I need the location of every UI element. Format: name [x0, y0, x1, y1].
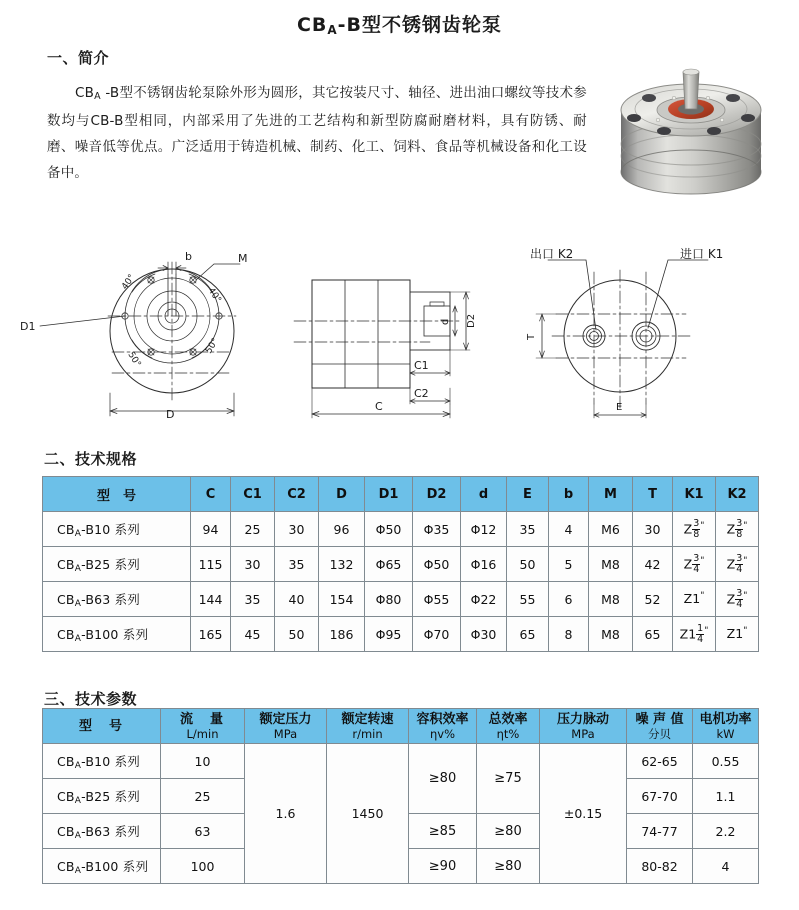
- table-row: [43, 512, 759, 547]
- spec-cell-d: Φ22: [461, 582, 507, 617]
- page-title: [0, 0, 799, 37]
- param-cell-motor-power: 2.2: [693, 814, 759, 849]
- param-cell-noise: 67-70: [627, 779, 693, 814]
- spec-cell-c: 144: [191, 582, 231, 617]
- spec-cell-k1: Z1 $\frac{1}{4}$ ": [673, 617, 716, 652]
- spec-col-c2: C2: [275, 477, 319, 512]
- spec-cell-d1: Φ50: [365, 512, 413, 547]
- param-cell-flow: 25: [161, 779, 245, 814]
- spec-cell-model: $CB_A-B25$ 系列: [43, 547, 191, 582]
- intro-paragraph: [47, 80, 587, 186]
- spec-cell-d1: Φ80: [365, 582, 413, 617]
- spec-cell-model: $CB_A-B10$ 系列: [43, 512, 191, 547]
- spec-cell-model: $CB_A-B100$ 系列: [43, 617, 191, 652]
- spec-cell-k2: Z $\frac{3}{4}$ ": [716, 547, 759, 582]
- param-col-rated-pressure: [245, 709, 327, 744]
- spec-cell-b: 8: [549, 617, 589, 652]
- spec-cell-k2: Z1": [716, 617, 759, 652]
- spec-cell-t: 65: [633, 617, 673, 652]
- spec-cell-d: Φ30: [461, 617, 507, 652]
- drawing-label-M: M: [238, 252, 248, 265]
- drawing-label-d: d: [440, 318, 451, 325]
- spec-cell-d: 96: [319, 512, 365, 547]
- param-col-rated-speed-sub: r/min: [352, 726, 383, 741]
- section-heading-parameters: 三、技术参数: [44, 690, 138, 708]
- param-col-flow-sub: L/min: [186, 726, 219, 741]
- drawing-label-b: b: [185, 250, 192, 263]
- spec-cell-b: 4: [549, 512, 589, 547]
- param-col-model-main: 型 号: [78, 718, 124, 734]
- drawing-label-D1: D1: [20, 320, 36, 333]
- param-col-total-efficiency-main: 总效率: [488, 711, 528, 727]
- param-col-noise-sub: 分贝: [648, 726, 671, 741]
- param-col-volumetric-efficiency-main: 容积效率: [416, 711, 469, 727]
- drawing-label-inlet-k1: 进口 K1: [680, 247, 724, 261]
- page-title-subscript: A: [327, 23, 338, 37]
- drawing-label-angle-40-right: 40°: [205, 286, 223, 305]
- param-table-header-row: [43, 709, 759, 744]
- param-cell-model: $CB_A-B100$ 系列: [43, 849, 161, 884]
- param-cell-volumetric-efficiency: ≥90: [409, 849, 477, 884]
- spec-cell-c1: 35: [231, 582, 275, 617]
- section-heading-intro: 一、简介: [47, 49, 110, 67]
- param-cell-total-efficiency: ≥80: [477, 814, 540, 849]
- spec-cell-m: M8: [589, 547, 633, 582]
- param-col-total-efficiency-sub: ηt%: [496, 726, 520, 741]
- spec-cell-d2: Φ50: [413, 547, 461, 582]
- param-cell-noise: 74-77: [627, 814, 693, 849]
- param-col-rated-pressure-sub: MPa: [273, 726, 298, 741]
- spec-cell-d: Φ16: [461, 547, 507, 582]
- drawing-label-D2: D2: [466, 313, 477, 328]
- param-col-motor-power: [693, 709, 759, 744]
- param-col-motor-power-main: 电机功率: [699, 711, 752, 727]
- spec-cell-e: 35: [507, 512, 549, 547]
- spec-cell-d: 132: [319, 547, 365, 582]
- spec-cell-c2: 30: [275, 512, 319, 547]
- table-row: [43, 582, 759, 617]
- intro-model-subscript: A: [94, 91, 101, 102]
- spec-col-e: E: [507, 477, 549, 512]
- spec-cell-d2: Φ35: [413, 512, 461, 547]
- param-col-rated-pressure-main: 额定压力: [259, 711, 312, 727]
- spec-col-d2: D2: [413, 477, 461, 512]
- intro-paragraph-body: -B型不锈钢齿轮泵除外形为圆形，其它按装尺寸、轴径、进出油口螺纹等技术参数均与CB-B型相同，内部采用了先进的工艺结构和新型防腐耐磨材料，具有防锈、耐磨、噪音低等优点。广泛适用于铸造机械、制药、化工、饲料、食品等机械设备和化工设备中。: [47, 85, 587, 181]
- spec-col-c: C: [191, 477, 231, 512]
- spec-cell-d: Φ12: [461, 512, 507, 547]
- spec-cell-b: 5: [549, 547, 589, 582]
- param-cell-flow: 10: [161, 744, 245, 779]
- spec-cell-d2: Φ55: [413, 582, 461, 617]
- param-col-noise: [627, 709, 693, 744]
- specifications-table: [42, 476, 759, 652]
- param-col-model: [43, 709, 161, 744]
- param-cell-total-efficiency: ≥80: [477, 849, 540, 884]
- param-col-volumetric-efficiency-sub: ηv%: [429, 726, 456, 741]
- param-col-total-efficiency: [477, 709, 540, 744]
- table-row: [43, 744, 759, 779]
- spec-cell-c: 94: [191, 512, 231, 547]
- param-cell-motor-power: 0.55: [693, 744, 759, 779]
- section-heading-specifications: 二、技术规格: [44, 450, 138, 468]
- page-title-prefix: CB: [296, 14, 328, 36]
- spec-cell-c2: 35: [275, 547, 319, 582]
- spec-cell-e: 50: [507, 547, 549, 582]
- drawing-label-C: C: [375, 400, 383, 413]
- param-cell-flow: 100: [161, 849, 245, 884]
- drawing-label-outlet-k2: 出口 K2: [530, 247, 574, 261]
- drawing-label-E: E: [616, 402, 623, 413]
- pump-photo-svg: [596, 52, 786, 212]
- param-cell-motor-power: 4: [693, 849, 759, 884]
- spec-cell-c2: 40: [275, 582, 319, 617]
- param-cell-volumetric-efficiency: ≥85: [409, 814, 477, 849]
- spec-cell-d1: Φ65: [365, 547, 413, 582]
- param-cell-noise: 62-65: [627, 744, 693, 779]
- param-col-noise-main: 噪 声 值: [635, 711, 684, 727]
- spec-cell-t: 52: [633, 582, 673, 617]
- spec-cell-k1: Z $\frac{3}{8}$ ": [673, 512, 716, 547]
- param-cell-rated-pressure: 1.6: [245, 744, 327, 884]
- spec-cell-c1: 25: [231, 512, 275, 547]
- spec-cell-c2: 50: [275, 617, 319, 652]
- spec-cell-d: 154: [319, 582, 365, 617]
- table-row: [43, 617, 759, 652]
- drawing-label-angle-50-right: 50°: [204, 336, 221, 356]
- drawing-label-D: D: [166, 408, 175, 421]
- spec-col-d1: D1: [365, 477, 413, 512]
- drawing-label-C2: C2: [414, 387, 429, 400]
- parameters-table: [42, 708, 759, 884]
- spec-cell-m: M8: [589, 617, 633, 652]
- spec-cell-m: M6: [589, 512, 633, 547]
- spec-cell-d2: Φ70: [413, 617, 461, 652]
- pump-product-photo: [596, 52, 786, 212]
- spec-cell-c1: 45: [231, 617, 275, 652]
- spec-cell-k1: Z1": [673, 582, 716, 617]
- spec-col-k1: K1: [673, 477, 716, 512]
- drawing-label-angle-50-left: 50°: [125, 350, 143, 370]
- spec-cell-k2: Z $\frac{3}{8}$ ": [716, 512, 759, 547]
- spec-col-dsmall: d: [461, 477, 507, 512]
- param-cell-volumetric-efficiency: ≥80: [409, 744, 477, 814]
- spec-col-b: b: [549, 477, 589, 512]
- param-cell-model: $CB_A-B63$ 系列: [43, 814, 161, 849]
- technical-drawings-svg: [0, 228, 799, 433]
- drawing-label-C1: C1: [414, 359, 429, 372]
- spec-col-t: T: [633, 477, 673, 512]
- param-cell-pressure-pulsation: ±0.15: [540, 744, 627, 884]
- spec-cell-d1: Φ95: [365, 617, 413, 652]
- param-col-volumetric-efficiency: [409, 709, 477, 744]
- spec-cell-k2: Z $\frac{3}{4}$ ": [716, 582, 759, 617]
- spec-table-header-row: [43, 477, 759, 512]
- spec-cell-e: 65: [507, 617, 549, 652]
- spec-cell-c: 115: [191, 547, 231, 582]
- drawing-label-angle-40-left: 40°: [120, 272, 138, 292]
- spec-cell-e: 55: [507, 582, 549, 617]
- technical-drawings-panel: [0, 228, 799, 433]
- param-col-motor-power-sub: kW: [716, 726, 735, 741]
- spec-cell-model: $CB_A-B63$ 系列: [43, 582, 191, 617]
- table-row: [43, 547, 759, 582]
- intro-model-prefix: CB: [75, 85, 95, 101]
- param-cell-motor-power: 1.1: [693, 779, 759, 814]
- param-col-rated-speed: [327, 709, 409, 744]
- spec-cell-m: M8: [589, 582, 633, 617]
- spec-cell-c1: 30: [231, 547, 275, 582]
- param-cell-rated-speed: 1450: [327, 744, 409, 884]
- param-col-rated-speed-main: 额定转速: [341, 711, 394, 727]
- spec-col-k2: K2: [716, 477, 759, 512]
- param-cell-noise: 80-82: [627, 849, 693, 884]
- param-col-pressure-pulsation-sub: MPa: [571, 726, 595, 741]
- param-col-pressure-pulsation-main: 压力脉动: [556, 711, 609, 727]
- param-cell-model: $CB_A-B25$ 系列: [43, 779, 161, 814]
- param-col-flow: [161, 709, 245, 744]
- param-col-flow-main: 流 量: [179, 711, 225, 727]
- param-cell-model: $CB_A-B10$ 系列: [43, 744, 161, 779]
- spec-col-d: D: [319, 477, 365, 512]
- spec-col-m: M: [589, 477, 633, 512]
- spec-col-model: 型 号: [43, 477, 191, 512]
- page-title-suffix: -B型不锈钢齿轮泵: [337, 14, 503, 36]
- spec-cell-t: 42: [633, 547, 673, 582]
- drawing-label-T: T: [526, 333, 537, 340]
- param-cell-total-efficiency: ≥75: [477, 744, 540, 814]
- spec-cell-t: 30: [633, 512, 673, 547]
- param-col-pressure-pulsation: [540, 709, 627, 744]
- spec-cell-c: 165: [191, 617, 231, 652]
- spec-cell-b: 6: [549, 582, 589, 617]
- spec-col-c1: C1: [231, 477, 275, 512]
- drawing-side-view: [294, 280, 470, 418]
- drawing-port-view: [536, 260, 708, 418]
- spec-cell-k1: Z $\frac{3}{4}$ ": [673, 547, 716, 582]
- param-cell-flow: 63: [161, 814, 245, 849]
- spec-cell-d: 186: [319, 617, 365, 652]
